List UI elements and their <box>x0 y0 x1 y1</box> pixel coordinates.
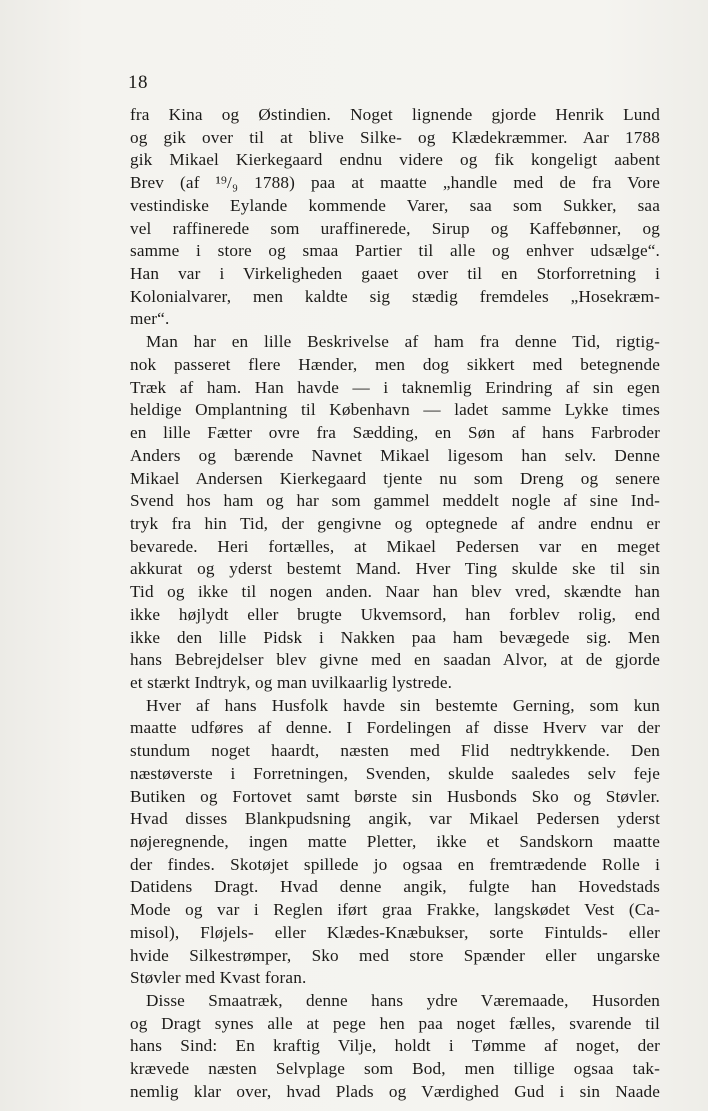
text-line: Hvad disses Blankpudsning angik, var Mikael Pedersen yderst <box>130 809 660 829</box>
text-line: tryk fra hin Tid, der gengivne og optegnede af andre endnu er <box>130 513 660 533</box>
text-line: Mikael Andersen Kierkegaard tjente nu som Dreng og senere <box>130 468 660 488</box>
text-line: og gik over til at blive Silke- og Klædekræmmer. Aar 1788 <box>130 127 660 147</box>
text-line: og Dragt synes alle at pege hen paa noget fælles, svarende til <box>130 1013 660 1033</box>
text-line: vel raffinerede som uraffinerede, Sirup og Kaffebønner, og <box>130 218 660 238</box>
text-line: vestindiske Eylande kommende Varer, saa som Sukker, saa <box>130 195 660 215</box>
text-line: heldige Omplantning til København — ladet samme Lykke times <box>130 400 660 420</box>
text-line: Kolonialvarer, men kaldte sig stædig fremdeles „Hosekræm- <box>130 286 660 306</box>
text-line: Træk af ham. Han havde — i taknemlig Erindring af sin egen <box>130 377 660 397</box>
text-line: krævede næsten Selvplage som Bod, men tillige ogsaa tak- <box>130 1059 660 1079</box>
text-line: stundum noget haardt, næsten med Flid nedtrykkende. Den <box>130 741 660 761</box>
text-line: Tid og ikke til nogen anden. Naar han blev vred, skændte han <box>130 582 660 602</box>
text-line: Han var i Virkeligheden gaaet over til en Storforretning i <box>130 264 660 284</box>
text-line: hvide Silkestrømper, Sko med store Spænder eller ungarske <box>130 945 660 965</box>
text-line: Anders og bærende Navnet Mikael ligesom han selv. Denne <box>130 445 660 465</box>
text-line: Disse Smaatræk, denne hans ydre Væremaade, Husorden <box>146 991 660 1011</box>
text-line: nok passeret flere Hænder, men dog sikkert med betegnende <box>130 354 660 374</box>
text-line: et stærkt Indtryk, og man uvilkaarlig lystrede. <box>130 672 453 692</box>
body-text <box>130 104 660 1104</box>
text-line: Datidens Dragt. Hvad denne angik, fulgte han Hovedstads <box>130 877 660 897</box>
text-line: misol), Fløjels- eller Klædes-Knæbukser, sorte Fintulds- eller <box>130 922 660 942</box>
text-line: Brev (af ¹⁹/₉ 1788) paa at maatte „handle med de fra Vore <box>130 173 660 193</box>
text-line: Hver af hans Husfolk havde sin bestemte Gerning, som kun <box>146 695 660 715</box>
text-line: maatte udføres af denne. I Fordelingen af disse Hverv var der <box>130 718 660 738</box>
text-line: fra Kina og Østindien. Noget lignende gjorde Henrik Lund <box>130 105 660 124</box>
text-line: en lille Fætter ovre fra Sædding, en Søn af hans Farbroder <box>130 423 660 443</box>
text-line: Man har en lille Beskrivelse af ham fra denne Tid, rigtig- <box>146 332 660 352</box>
text-line: Butiken og Fortovet samt børste sin Husbonds Sko og Støvler. <box>130 786 660 806</box>
text-line: næstøverste i Forretningen, Svenden, skulde saaledes selv feje <box>130 763 660 783</box>
text-line: samme i store og smaa Partier til alle og enhver udsælge“. <box>130 241 660 261</box>
text-line: Mode og var i Reglen iført graa Frakke, langskødet Vest (Ca- <box>130 900 660 920</box>
text-line: ikke højlydt eller brugte Ukvemsord, han forblev rolig, end <box>130 604 660 624</box>
text-line: Støvler med Kvast foran. <box>130 968 307 988</box>
text-line: hans Sind: En kraftig Vilje, holdt i Tømme af noget, der <box>130 1036 660 1056</box>
page-number: 18 <box>128 72 148 93</box>
text-line: nøjeregnende, ingen matte Pletter, ikke et Sandskorn maatte <box>130 832 660 851</box>
text-line: ikke den lille Pidsk i Nakken paa ham bevægede sig. Men <box>130 627 660 647</box>
text-line: hans Bebrejdelser blev givne med en saadan Alvor, at de gjorde <box>130 650 660 670</box>
text-line: gik Mikael Kierkegaard endnu videre og fik kongeligt aabent <box>130 150 660 170</box>
text-line: akkurat og yderst bestemt Mand. Hver Ting skulde ske til sin <box>130 559 660 579</box>
text-line: der findes. Skotøjet spillede jo ogsaa en fremtrædende Rolle i <box>130 854 660 874</box>
text-line: Svend hos ham og har som gammel meddelt nogle af sine Ind- <box>130 491 660 511</box>
text-line: mer“. <box>130 309 170 329</box>
text-line: bevarede. Heri fortælles, at Mikael Pedersen var en meget <box>130 536 660 556</box>
text-line: nemlig klar over, hvad Plads og Værdighed Gud i sin Naade <box>130 1081 660 1101</box>
